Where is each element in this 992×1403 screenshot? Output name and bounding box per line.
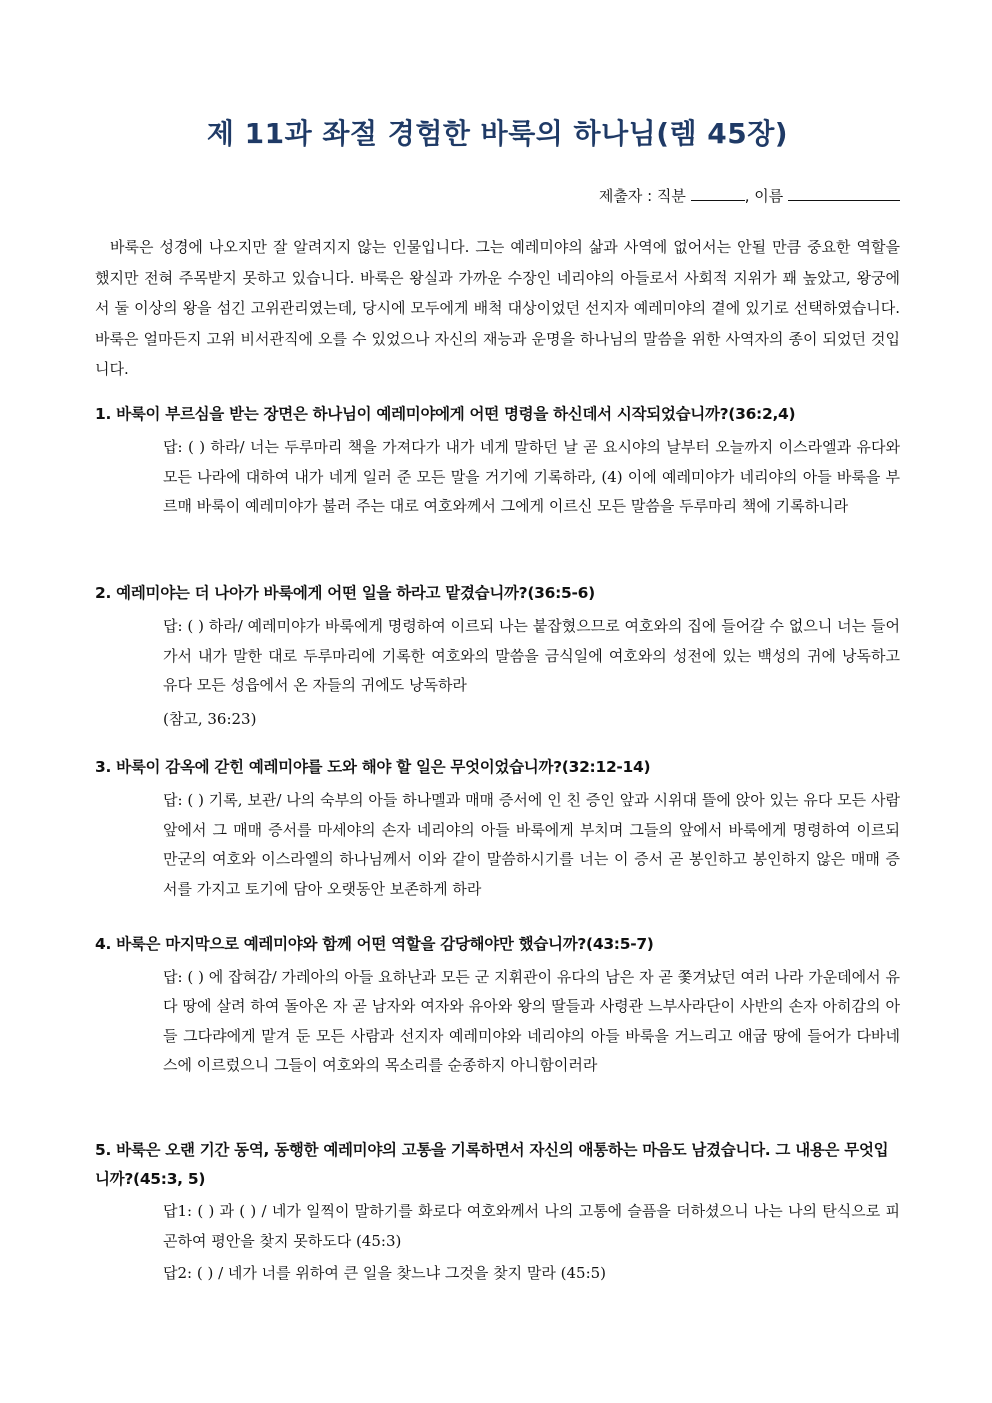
answer-5-2: 답2: ( ) / 네가 너를 위하여 큰 일을 찾느냐 그것을 찾지 말라 (45:5): [163, 1264, 607, 1282]
question-4: 4. 바룩은 마지막으로 예레미야와 함께 어떤 역할을 감당해야만 했습니까?(43:5-7): [95, 935, 654, 953]
name-blank[interactable]: [788, 186, 900, 201]
answer-2: 답: ( ) 하라/ 예레미야가 바룩에게 명령하여 이르되 나는 붙잡혔으므로 여호와의 집에 들어갈 수 없으니 너는 들어가서 내가 말한 대로 두루마리에 기록한 여호와의 말씀을 금식일에 여호와의 성전에 있는 백성의 귀에 낭독하고 유다 모든 성읍에서 온 자들의 귀에도 낭독하라: [163, 617, 900, 694]
question-3: 3. 바룩이 감옥에 갇힌 예레미야를 도와 해야 할 일은 무엇이었습니까?(32:12-14): [95, 758, 651, 776]
page-title: 제 11과 좌절 경험한 바룩의 하나님(렘 45장): [206, 117, 789, 150]
submitter-line: [599, 185, 900, 206]
question-5: 5. 바룩은 오랜 기간 동역, 동행한 예레미야의 고통을 기록하면서 자신의 애통하는 마음도 남겼습니다. 그 내용은 무엇입니까?(45:3, 5): [95, 1141, 889, 1188]
question-2: 2. 예레미야는 더 나아가 바룩에게 어떤 일을 하라고 맡겼습니까?(36:5-6): [95, 584, 595, 602]
answer-2-note: (참고, 36:23): [163, 710, 257, 728]
submitter-role-label: 제출자 : 직분: [598, 187, 686, 205]
submitter-name-label: , 이름: [744, 187, 784, 205]
answer-3: 답: ( ) 기록, 보관/ 나의 숙부의 아들 하나멜과 매매 증서에 인 친 증인 앞과 시위대 뜰에 앉아 있는 유다 모든 사람 앞에서 그 매매 증서를 마세야의 손자 네리야의 아들 바룩에게 부치며 그들의 앞에서 바룩에게 명령하여 이르되 만군의 여호와 이스라엘의 하나님께서 이와 같이 말씀하시기를 너는 이 증서 곧 봉인하고 봉인하지 않은 매매 증서를 가지고 토기에 담아 오랫동안 보존하게 하라: [163, 791, 900, 898]
answer-1: 답: ( ) 하라/ 너는 두루마리 책을 가져다가 내가 네게 말하던 날 곧 요시야의 날부터 오늘까지 이스라엘과 유다와 모든 나라에 대하여 내가 네게 일러 준 모든 말을 거기에 기록하라, (4) 이에 예레미야가 네리야의 아들 바룩을 부르매 바룩이 예레미야가 불러 주는 대로 여호와께서 그에게 이르신 모든 말씀을 두루마리 책에 기록하니라: [163, 438, 900, 515]
answer-5-1: 답1: ( ) 과 ( ) / 네가 일찍이 말하기를 화로다 여호와께서 나의 고통에 슬픔을 더하셨으니 나는 나의 탄식으로 피곤하여 평안을 찾지 못하도다 (45:3): [163, 1202, 900, 1250]
role-blank[interactable]: [691, 186, 745, 201]
intro-paragraph: 바룩은 성경에 나오지만 잘 알려지지 않는 인물입니다. 그는 예레미야의 삶과 사역에 없어서는 안될 만큼 중요한 역할을 했지만 전혀 주목받지 못하고 있습니다. 바룩은 왕실과 가까운 수장인 네리야의 아들로서 사회적 지위가 꽤 높았고, 왕궁에서 둘 이상의 왕을 섬긴 고위관리였는데, 당시에 모두에게 배척 대상이었던 선지자 예레미야의 곁에 있기로 선택하였습니다. 바룩은 얼마든지 고위 비서관직에 오를 수 있었으나 자신의 재능과 운명을 하나님의 말씀을 위한 사역자의 종이 되었던 것입니다.: [95, 238, 900, 378]
question-1: 1. 바룩이 부르심을 받는 장면은 하나님이 예레미야에게 어떤 명령을 하신데서 시작되었습니까?(36:2,4): [95, 405, 796, 423]
answer-4: 답: ( ) 에 잡혀감/ 가레아의 아들 요하난과 모든 군 지휘관이 유다의 남은 자 곧 쫓겨났던 여러 나라 가운데에서 유다 땅에 살려 하여 돌아온 자 곧 남자와 여자와 유아와 왕의 딸들과 사령관 느부사라단이 사반의 손자 아히감의 아들 그다랴에게 맡겨 둔 모든 사람과 선지자 예레미야와 네리야의 아들 바룩을 거느리고 애굽 땅에 들어가 다바네스에 이르렀으니 그들이 여호와의 목소리를 순종하지 아니함이러라: [163, 968, 900, 1074]
